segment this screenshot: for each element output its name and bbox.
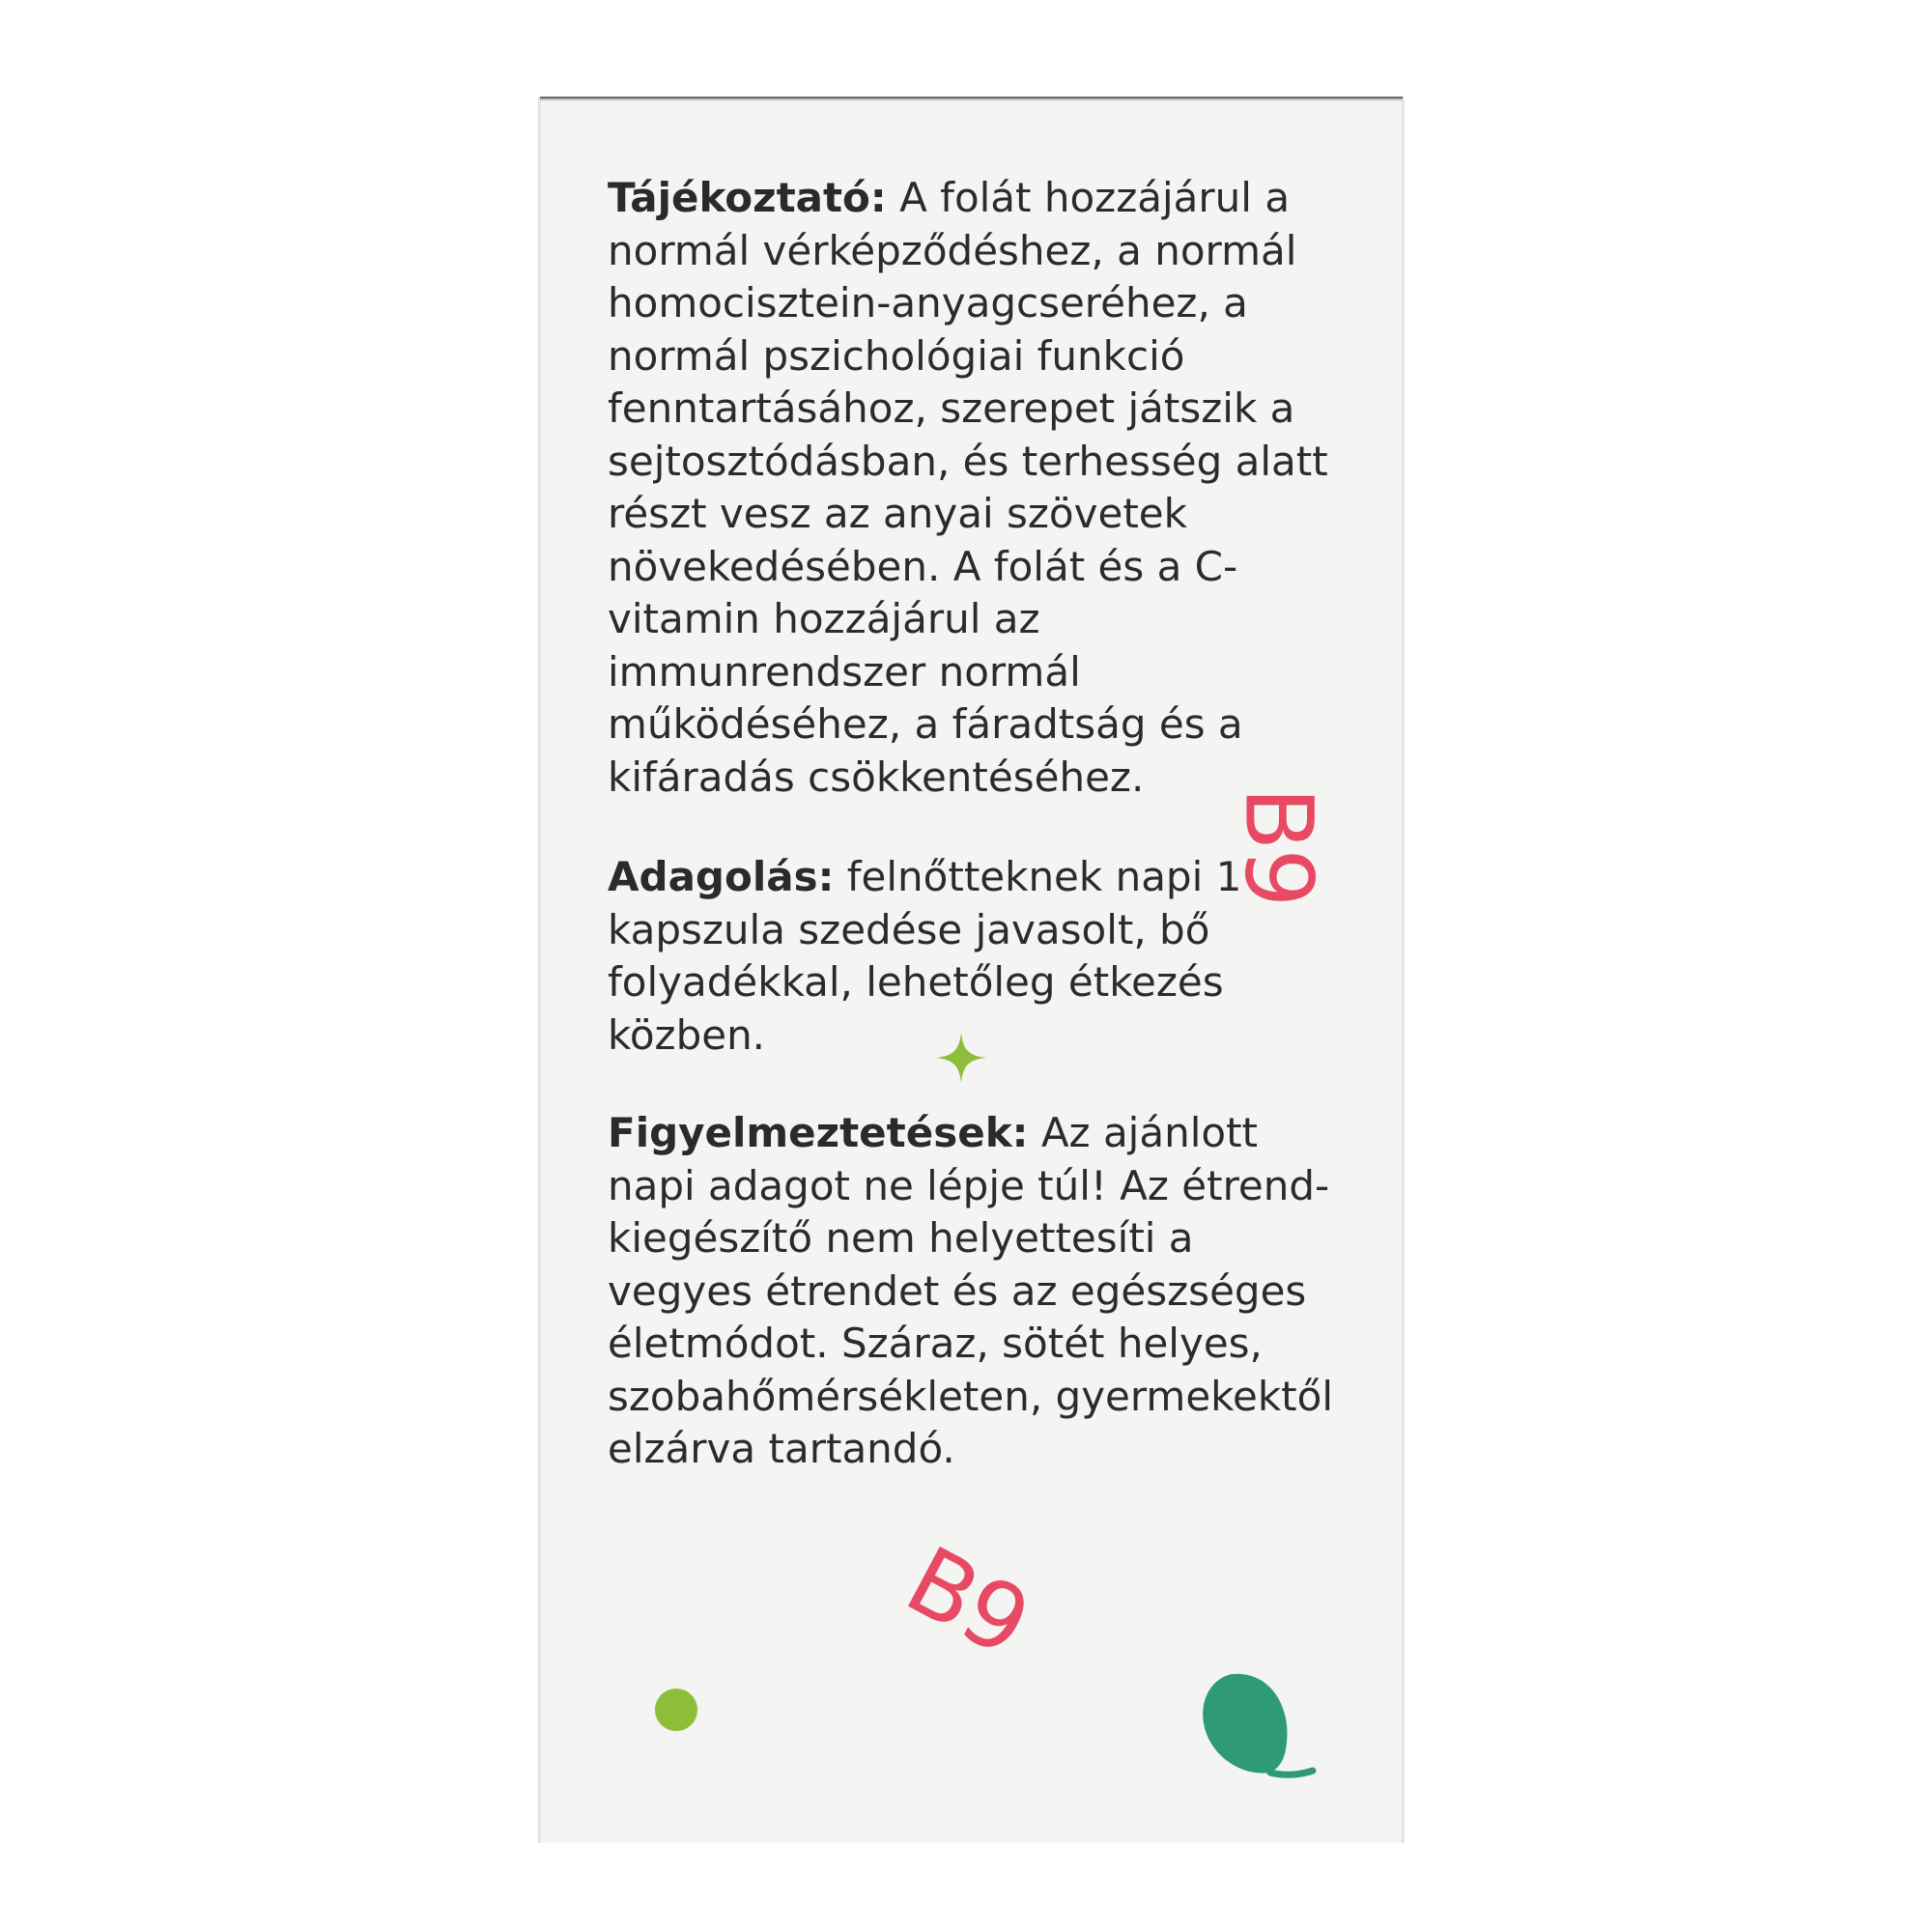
warnings-text: Az ajánlott napi adagot ne lépje túl! Az étrend-kiegészítő nem helyettesíti a vegyes étrendet és az egészséges életmódot. Száraz, sötét helyes, szobahőmérsékleten, gyermekektől elzárva tartandó. bbox=[608, 1109, 1333, 1472]
dot-icon bbox=[653, 1687, 699, 1733]
b9-label-tilted: B9 bbox=[889, 1525, 1046, 1678]
dosage-heading: Adagolás: bbox=[608, 853, 835, 900]
warnings-paragraph bbox=[608, 1107, 1342, 1476]
warnings-heading: Figyelmeztetések: bbox=[608, 1109, 1029, 1156]
info-paragraph bbox=[608, 172, 1342, 804]
info-text: A folát hozzájárul a normál vérképződéshez, a normál homocisztein-anyagcseréhez, a normál pszichológiai funkció fenntartásához, szerepet játszik a sejtosztódásban, és terhesség alatt részt vesz az anyai szövetek növekedésében. A folát és a C-vitamin hozzájárul az immunrendszer normál működéséhez, a fáradtság és a kifáradás csökkentéséhez. bbox=[608, 174, 1328, 801]
dosage-text: felnőtteknek napi 1 kapszula szedése javasolt, bő folyadékkal, lehetőleg étkezés közben. bbox=[608, 853, 1242, 1059]
sparkle-icon bbox=[934, 1031, 988, 1085]
info-heading: Tájékoztató: bbox=[608, 174, 887, 221]
b9-label-vertical: B9 bbox=[1224, 786, 1333, 906]
leaf-icon bbox=[1193, 1666, 1319, 1792]
